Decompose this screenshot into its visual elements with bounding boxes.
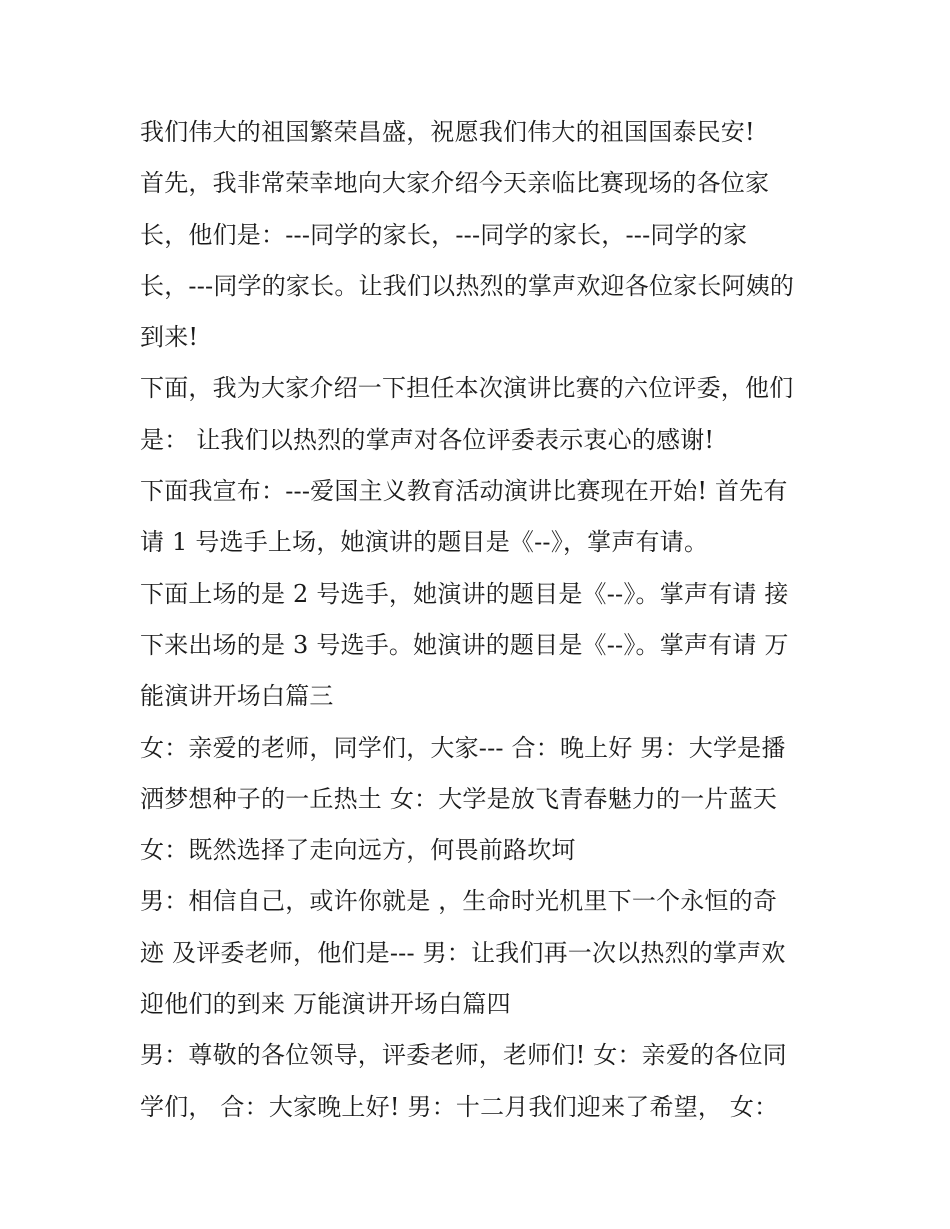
- text-line: 到来!: [140, 323, 199, 352]
- text-line: 迎他们的到来 万能演讲开场白篇四: [140, 990, 511, 1019]
- text-line: 我们伟大的祖国繁荣昌盛，祝愿我们伟大的祖国国泰民安!: [140, 118, 755, 146]
- text-line: 是： 让我们以热烈的掌声对各位评委表示衷心的感谢!: [140, 425, 715, 454]
- text-line: 学们， 合：大家晚上好! 男：十二月我们迎来了希望， 女：: [140, 1092, 779, 1121]
- text-line: 下来出场的是 3 号选手。她演讲的题目是《--》。掌声有请 万: [140, 630, 789, 659]
- text-line: 首先，我非常荣幸地向大家介绍今天亲临比赛现场的各位家: [140, 169, 770, 198]
- text-line: 女：既然选择了走向远方，何畏前路坎坷: [140, 836, 576, 865]
- text-line: 下面我宣布：---爱国主义教育活动演讲比赛现在开始! 首先有: [140, 477, 788, 506]
- text-line: 洒梦想种子的一丘热土 女：大学是放飞青春魅力的一片蓝天: [140, 784, 778, 813]
- text-line: 请 1 号选手上场，她演讲的题目是《--》，掌声有请。: [140, 528, 709, 557]
- text-line: 下面上场的是 2 号选手，她演讲的题目是《--》。掌声有请 接: [140, 579, 789, 608]
- text-line: 男：尊敬的各位领导，评委老师，老师们! 女：亲爱的各位同: [140, 1041, 787, 1070]
- section-heading-line: 能演讲开场白篇三: [140, 682, 334, 711]
- text-line: 女：亲爱的老师，同学们，大家--- 合：晚上好 男：大学是播: [140, 733, 786, 762]
- text-line: 男：相信自己，或许你就是 ，生命时光机里下一个永恒的奇: [140, 887, 778, 916]
- text-line: 长，他们是：---同学的家长，---同学的家长，---同学的家: [140, 220, 748, 249]
- document-body: [140, 107, 820, 1133]
- text-line: 下面，我为大家介绍一下担任本次演讲比赛的六位评委，他们: [140, 374, 794, 403]
- text-line: 迹 及评委老师，他们是--- 男：让我们再一次以热烈的掌声欢: [140, 938, 786, 967]
- text-line: 长，---同学的家长。让我们以热烈的掌声欢迎各位家长阿姨的: [140, 271, 795, 300]
